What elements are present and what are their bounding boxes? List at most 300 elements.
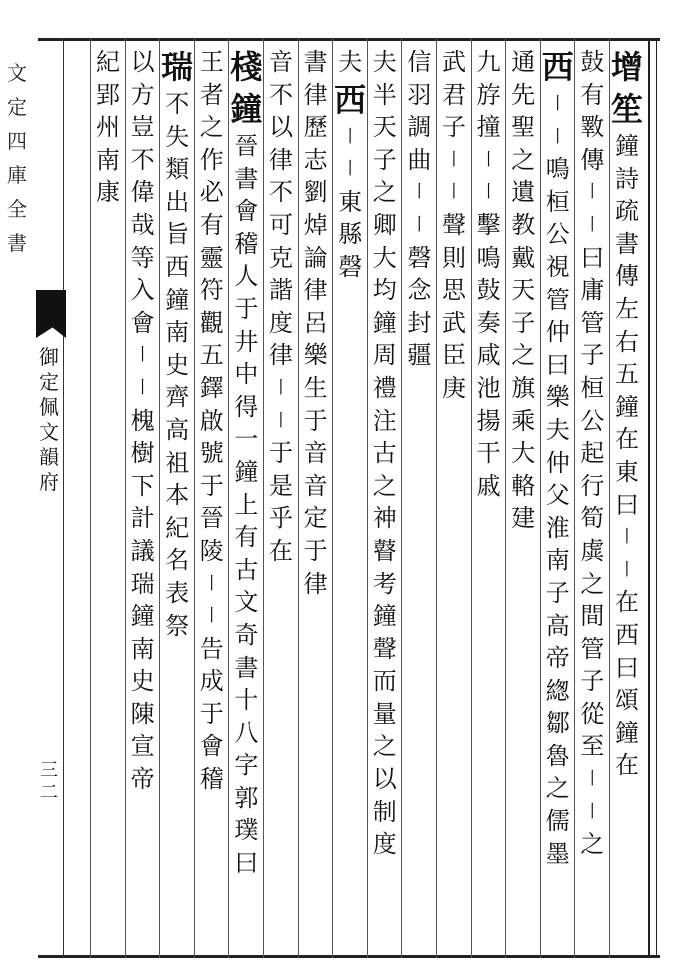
glyph: 至: [580, 732, 605, 761]
glyph: 緫: [545, 676, 570, 705]
glyph: 豈: [130, 113, 155, 142]
glyph: 念: [407, 276, 432, 305]
glyph: 通: [511, 48, 536, 76]
glyph: 乎: [269, 504, 293, 533]
glyph: 曰: [580, 243, 605, 272]
glyph: 于: [234, 294, 259, 323]
text-column: [91, 46, 125, 209]
glyph: 卿: [372, 210, 397, 239]
glyph: 丨: [480, 182, 498, 203]
glyph: 戴: [511, 243, 536, 272]
glyph: 從: [580, 699, 605, 728]
glyph: 不: [269, 178, 293, 207]
glyph: 成: [199, 667, 224, 696]
glyph: 半: [372, 80, 397, 109]
glyph: 天: [511, 276, 536, 305]
text-column: [437, 46, 471, 405]
glyph: 鼔: [580, 48, 605, 76]
glyph: 音: [303, 471, 328, 500]
glyph: 本: [165, 481, 190, 510]
glyph: 詩: [615, 164, 639, 193]
glyph: 咸: [476, 341, 501, 370]
glyph: 調: [407, 113, 432, 142]
glyph: 史: [165, 350, 190, 379]
glyph: 奏: [476, 308, 501, 337]
glyph: 西: [541, 48, 574, 86]
glyph: 鐘: [615, 132, 639, 160]
glyph: 晉: [199, 504, 224, 533]
glyph: 九: [476, 48, 501, 76]
glyph: 建: [511, 504, 536, 533]
glyph: 武: [442, 48, 466, 76]
glyph: 天: [372, 113, 397, 142]
glyph: 之: [372, 178, 397, 207]
glyph: 笙: [610, 90, 643, 128]
glyph: 十: [234, 686, 259, 715]
glyph: 下: [130, 471, 155, 500]
glyph: 子: [545, 578, 570, 607]
glyph: 之: [580, 569, 605, 598]
glyph: 康: [96, 178, 120, 207]
title-glyph: 府: [39, 470, 59, 494]
glyph: 大: [511, 439, 536, 468]
glyph: 五: [615, 360, 639, 389]
glyph: 傳: [580, 145, 605, 174]
glyph: 在: [615, 425, 639, 454]
glyph: 武: [442, 308, 466, 337]
glyph: 君: [442, 80, 466, 109]
glyph: 高: [165, 415, 190, 444]
glyph: 在: [615, 588, 639, 617]
glyph: 鐘: [165, 285, 190, 314]
glyph: 庸: [580, 276, 605, 305]
page-number: [34, 760, 64, 804]
glyph: 儒: [545, 807, 570, 836]
glyph: 起: [580, 439, 605, 468]
glyph: 丨: [134, 377, 152, 398]
glyph: 丨: [341, 126, 359, 147]
glyph: 封: [407, 308, 432, 337]
glyph: 間: [580, 602, 605, 631]
glyph: 璞: [234, 816, 259, 845]
glyph: 子: [442, 113, 466, 142]
glyph: 量: [372, 699, 397, 728]
glyph: 于: [269, 439, 293, 468]
glyph: 丨: [583, 801, 601, 822]
glyph: 磬: [338, 252, 363, 281]
glyph: 丨: [203, 573, 221, 594]
glyph: 郭: [234, 783, 259, 812]
glyph: 桓: [580, 373, 605, 402]
glyph: 丨: [445, 149, 463, 170]
glyph: 紀: [96, 48, 120, 76]
glyph: 聖: [511, 113, 536, 142]
glyph: 以: [372, 765, 397, 794]
glyph: 曰: [545, 350, 570, 379]
glyph: 號: [199, 439, 224, 468]
glyph: 議: [130, 536, 155, 565]
glyph: 南: [130, 634, 155, 663]
text-column: [368, 46, 402, 861]
glyph: 之: [511, 145, 536, 174]
glyph: 棧: [230, 48, 263, 86]
glyph: 縣: [338, 220, 363, 249]
glyph: 稽: [199, 765, 224, 794]
glyph: 陳: [130, 699, 155, 728]
glyph: 一: [234, 425, 259, 454]
title-glyph: 韻: [39, 445, 59, 469]
glyph: 入: [130, 276, 155, 305]
glyph: 鐘: [615, 392, 639, 421]
glyph: 丨: [410, 182, 428, 203]
text-column: [472, 46, 506, 502]
glyph: 人: [234, 262, 259, 291]
glyph: 紀: [165, 513, 190, 542]
glyph: 管: [580, 308, 605, 337]
glyph: 夫: [372, 48, 397, 76]
glyph: 符: [199, 276, 224, 305]
glyph: 可: [269, 210, 293, 239]
glyph: 傳: [615, 262, 639, 291]
glyph: 仲: [545, 318, 570, 347]
glyph: 夫: [338, 48, 363, 76]
glyph: 作: [199, 145, 224, 174]
glyph: 音: [269, 48, 293, 76]
glyph: 不: [269, 80, 293, 109]
glyph: 宣: [130, 732, 155, 761]
glyph: 周: [372, 341, 397, 370]
glyph: 靈: [199, 243, 224, 272]
glyph: 磬: [407, 243, 432, 272]
glyph: 墨: [545, 839, 570, 868]
glyph: 戚: [476, 471, 501, 500]
glyph: 丨: [583, 214, 601, 235]
glyph: 陵: [199, 536, 224, 565]
text-column: [229, 46, 263, 880]
text-column: [333, 46, 367, 284]
glyph: 之: [372, 471, 397, 500]
glyph: 瑞: [130, 569, 155, 598]
glyph: 會: [199, 732, 224, 761]
glyph: 揚: [476, 406, 501, 435]
glyph: 丨: [341, 159, 359, 180]
glyph: 丨: [583, 182, 601, 203]
text-column: [126, 46, 160, 796]
glyph: 聲: [442, 210, 466, 239]
glyph: 書: [234, 164, 259, 193]
glyph: 志: [303, 145, 328, 174]
glyph: 南: [96, 145, 120, 174]
glyph: 是: [269, 471, 293, 500]
glyph: 聲: [372, 634, 397, 663]
glyph: 書: [234, 653, 259, 682]
glyph: 筍: [580, 504, 605, 533]
glyph: 斁: [580, 113, 605, 142]
glyph: 生: [303, 373, 328, 402]
glyph: 者: [199, 80, 224, 109]
glyph: 遺: [511, 178, 536, 207]
glyph: 偉: [130, 178, 155, 207]
glyph: 子: [580, 341, 605, 370]
glyph: 神: [372, 504, 397, 533]
edge-glyph: 定: [7, 95, 27, 119]
glyph: 律: [269, 341, 293, 370]
glyph: 丨: [480, 149, 498, 170]
frame-right-border: [648, 38, 650, 958]
glyph: 瞽: [372, 536, 397, 565]
glyph: 帝: [545, 644, 570, 673]
glyph: 得: [234, 392, 259, 421]
glyph: 南: [165, 318, 190, 347]
glyph: 表: [165, 578, 190, 607]
glyph: 管: [580, 634, 605, 663]
glyph: 律: [303, 80, 328, 109]
glyph: 擊: [476, 210, 501, 239]
glyph: 池: [476, 373, 501, 402]
title-glyph: 文: [39, 420, 59, 444]
glyph: 律: [303, 569, 328, 598]
glyph: 度: [372, 830, 397, 859]
glyph: 子: [511, 308, 536, 337]
glyph: 齊: [165, 383, 190, 412]
glyph: 帝: [130, 765, 155, 794]
glyph: 書: [303, 48, 328, 76]
glyph: 八: [234, 718, 259, 747]
glyph: 定: [303, 504, 328, 533]
glyph: 呂: [303, 308, 328, 337]
glyph: 西: [334, 80, 367, 119]
glyph: 在: [615, 751, 639, 780]
glyph: 南: [545, 546, 570, 575]
glyph: 曰: [615, 490, 639, 519]
edge-glyph: 書: [7, 231, 27, 255]
glyph: 丨: [410, 214, 428, 235]
glyph: 有: [199, 210, 224, 239]
glyph: 律: [269, 145, 293, 174]
glyph: 臣: [442, 341, 466, 370]
glyph: 方: [130, 80, 155, 109]
glyph: 于: [199, 699, 224, 728]
glyph: 鳴: [545, 155, 570, 184]
glyph: 失: [165, 122, 190, 151]
glyph: 曰: [615, 653, 639, 682]
glyph: 丨: [134, 345, 152, 366]
glyph: 鐘: [230, 90, 263, 128]
glyph: 魯: [545, 741, 570, 770]
glyph: 晉: [234, 132, 259, 160]
glyph: 子: [580, 667, 605, 696]
glyph: 東: [615, 457, 639, 486]
glyph: 丨: [549, 126, 567, 147]
glyph: 不: [165, 90, 190, 118]
text-column: [541, 46, 575, 870]
glyph: 左: [615, 294, 639, 323]
glyph: 古: [234, 555, 259, 584]
edge-glyph: 全: [7, 197, 27, 221]
glyph: 鐘: [372, 602, 397, 631]
glyph: 劉: [303, 178, 328, 207]
glyph: 名: [165, 546, 190, 575]
glyph: 古: [372, 439, 397, 468]
glyph: 度: [269, 308, 293, 337]
glyph: 斿: [476, 80, 501, 109]
frame-right-border-inner: [656, 38, 657, 958]
glyph: 會: [130, 308, 155, 337]
glyph: 父: [545, 481, 570, 510]
glyph: 槐: [130, 406, 155, 435]
text-column: [506, 46, 540, 535]
glyph: 鼔: [476, 276, 501, 305]
glyph: 有: [234, 523, 259, 552]
glyph: 諧: [269, 276, 293, 305]
glyph: 仲: [545, 448, 570, 477]
glyph: 鄒: [545, 709, 570, 738]
glyph: 公: [580, 406, 605, 435]
glyph: 丨: [618, 559, 636, 580]
glyph: 頌: [615, 686, 639, 715]
glyph: 字: [234, 751, 259, 780]
glyph: 淮: [545, 513, 570, 542]
glyph: 井: [234, 327, 259, 356]
glyph: 等: [130, 243, 155, 272]
glyph: 西: [165, 252, 190, 281]
glyph: 祖: [165, 448, 190, 477]
glyph: 禮: [372, 373, 397, 402]
text-column: [610, 46, 644, 782]
glyph: 羽: [407, 80, 432, 109]
text-column: [575, 46, 609, 861]
glyph: 克: [269, 243, 293, 272]
glyph: 丨: [583, 769, 601, 790]
glyph: 西: [615, 620, 639, 649]
glyph: 丨: [549, 94, 567, 114]
fore-edge-header: [0, 56, 34, 260]
glyph: 丨: [272, 377, 290, 398]
glyph: 疏: [615, 197, 639, 226]
glyph: 桓: [545, 187, 570, 216]
edge-glyph: 文: [7, 61, 27, 85]
glyph: 樂: [545, 383, 570, 412]
glyph: 瑞: [161, 48, 194, 86]
glyph: 丨: [272, 410, 290, 431]
glyph: 之: [511, 341, 536, 370]
glyph: 以: [130, 48, 155, 76]
glyph: 史: [130, 667, 155, 696]
glyph: 視: [545, 252, 570, 281]
glyph: 旗: [511, 373, 536, 402]
glyph: 乘: [511, 406, 536, 435]
glyph: 鳴: [476, 243, 501, 272]
glyph: 曲: [407, 145, 432, 174]
page-number-glyph: 三: [40, 760, 58, 781]
glyph: 鐘: [234, 457, 259, 486]
glyph: 思: [442, 276, 466, 305]
glyph: 庚: [442, 373, 466, 402]
glyph: 會: [234, 197, 259, 226]
glyph: 考: [372, 569, 397, 598]
glyph: 輅: [511, 471, 536, 500]
glyph: 論: [303, 243, 328, 272]
glyph: 出: [165, 187, 190, 216]
glyph: 有: [580, 80, 605, 109]
glyph: 告: [199, 634, 224, 663]
glyph: 哉: [130, 210, 155, 239]
edge-glyph: 四: [7, 129, 27, 153]
edge-glyph: 庫: [7, 163, 27, 187]
glyph: 焯: [303, 210, 328, 239]
glyph: 信: [407, 48, 432, 76]
glyph: 右: [615, 327, 639, 356]
glyph: 大: [372, 243, 397, 272]
glyph: 啟: [199, 406, 224, 435]
title-glyph: 佩: [39, 395, 59, 419]
glyph: 先: [511, 80, 536, 109]
glyph: 丨: [618, 527, 636, 548]
glyph: 觀: [199, 308, 224, 337]
title-glyph: 定: [39, 370, 59, 394]
glyph: 丨: [445, 182, 463, 203]
glyph: 均: [372, 276, 397, 305]
glyph: 而: [372, 667, 397, 696]
glyph: 于: [303, 406, 328, 435]
glyph: 夫: [545, 415, 570, 444]
title-glyph: 御: [39, 345, 59, 369]
glyph: 曰: [234, 849, 259, 878]
glyph: 稽: [234, 229, 259, 258]
glyph: 教: [511, 210, 536, 239]
glyph: 東: [338, 187, 363, 216]
glyph: 撞: [476, 113, 501, 142]
glyph: 書: [615, 229, 639, 258]
glyph: 高: [545, 611, 570, 640]
glyph: 子: [372, 145, 397, 174]
glyph: 于: [199, 471, 224, 500]
glyph: 增: [610, 48, 643, 86]
glyph: 必: [199, 178, 224, 207]
glyph: 之: [545, 774, 570, 803]
glyph: 王: [199, 48, 224, 76]
glyph: 樹: [130, 439, 155, 468]
glyph: 以: [269, 113, 293, 142]
glyph: 律: [303, 276, 328, 305]
glyph: 州: [96, 113, 120, 142]
glyph: 則: [442, 243, 466, 272]
glyph: 之: [372, 732, 397, 761]
glyph: 公: [545, 220, 570, 249]
glyph: 行: [580, 471, 605, 500]
glyph: 不: [130, 145, 155, 174]
glyph: 旨: [165, 220, 190, 249]
glyph: 注: [372, 406, 397, 435]
glyph: 干: [476, 439, 501, 468]
glyph: 丨: [203, 606, 221, 627]
glyph: 在: [269, 536, 293, 565]
text-column: [160, 46, 194, 642]
glyph: 之: [199, 113, 224, 142]
text-column: [195, 46, 229, 796]
glyph: 歷: [303, 113, 328, 142]
text-column: [299, 46, 333, 600]
glyph: 鐘: [372, 308, 397, 337]
glyph: 管: [545, 285, 570, 314]
glyph: 虡: [580, 536, 605, 565]
glyph: 郢: [96, 80, 120, 109]
glyph: 計: [130, 504, 155, 533]
glyph: 鐘: [130, 602, 155, 631]
glyph: 中: [234, 360, 259, 389]
glyph: 上: [234, 490, 259, 519]
glyph: 文: [234, 588, 259, 617]
